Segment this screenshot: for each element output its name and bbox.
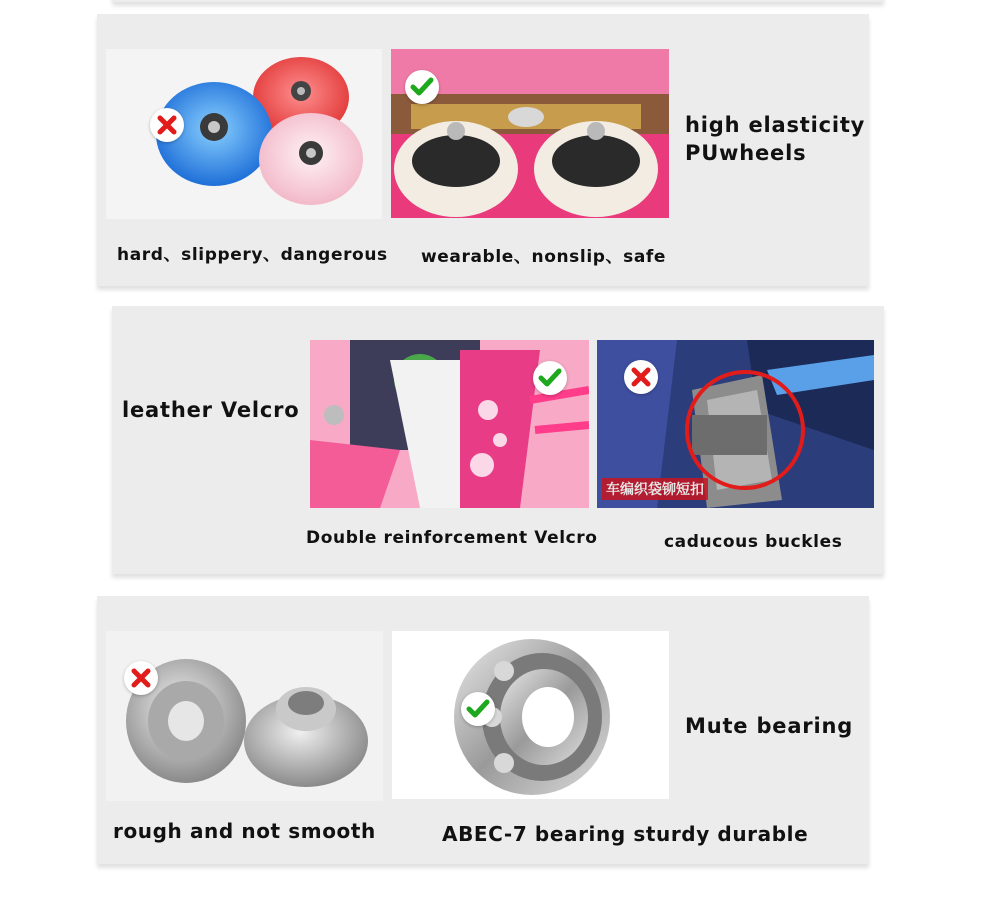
previous-panel-edge (112, 0, 884, 2)
check-mark-icon (405, 70, 439, 104)
wheels-title-line-1: high elasticity (685, 113, 866, 137)
bearing-title: Mute bearing (685, 714, 854, 738)
rough-bearing-caption: rough and not smooth (113, 819, 376, 843)
abec7-bearing-photo (392, 631, 669, 799)
x-mark-icon (150, 108, 184, 142)
rough-bearing-photo (106, 631, 383, 801)
wheels-title-line-2: PUwheels (685, 141, 807, 165)
check-mark-icon (461, 692, 495, 726)
velcro-title: leather Velcro (122, 398, 300, 422)
buckle-overlay-label: 车编织袋铆短扣 (602, 478, 708, 500)
x-mark-icon (624, 360, 658, 394)
buckle-caption: caducous buckles (664, 532, 843, 552)
hard-wheels-caption: hard、slippery、dangerous (117, 245, 388, 265)
pu-wheels-caption: wearable、nonslip、safe (421, 247, 667, 267)
hard-wheels-photo (106, 49, 382, 219)
abec7-bearing-caption: ABEC-7 bearing sturdy durable (442, 822, 809, 846)
x-mark-icon (124, 661, 158, 695)
wheels-title (685, 111, 865, 167)
check-mark-icon (533, 361, 567, 395)
velcro-caption: Double reinforcement Velcro (306, 528, 598, 548)
